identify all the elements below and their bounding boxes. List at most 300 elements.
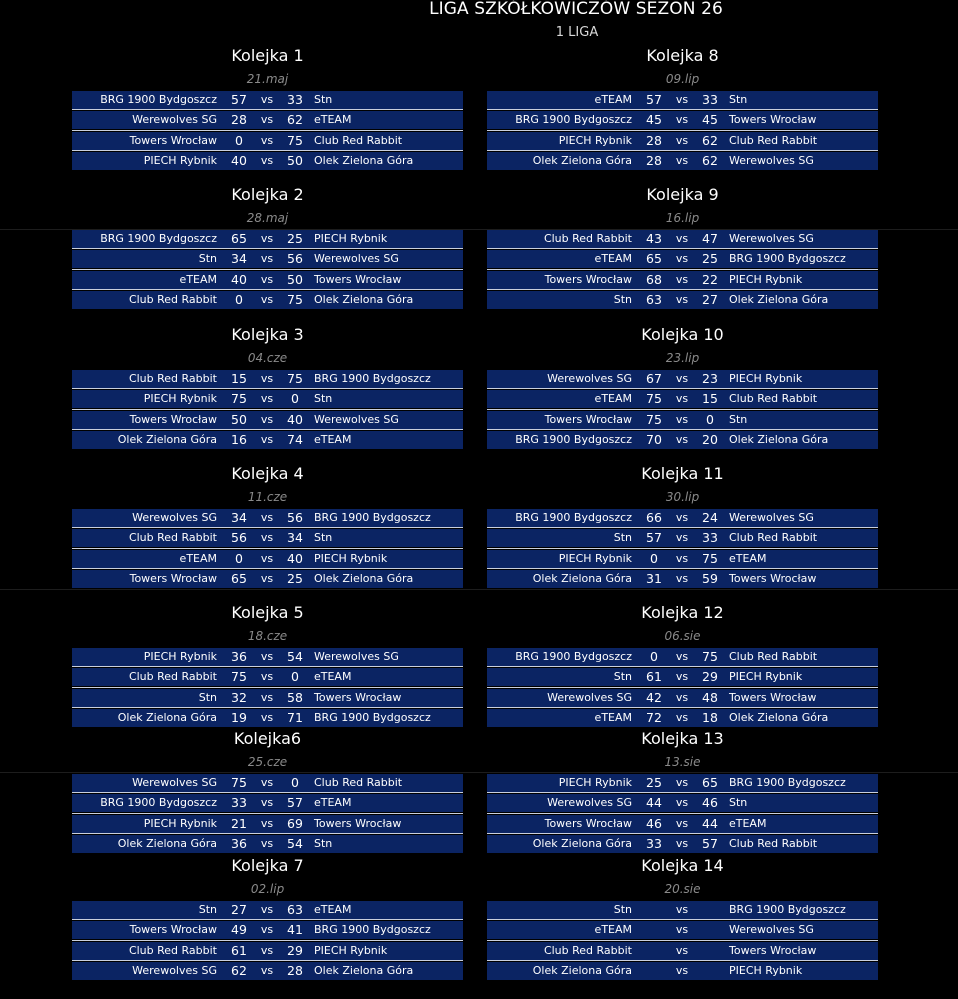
round-date: 04.cze bbox=[247, 351, 288, 365]
away-score: 27 bbox=[702, 292, 718, 308]
match-row bbox=[487, 411, 878, 429]
away-team: Club Red Rabbit bbox=[729, 650, 818, 663]
vs-label: vs bbox=[260, 690, 274, 704]
away-score: 18 bbox=[702, 710, 718, 726]
home-score: 0 bbox=[235, 550, 243, 566]
round-title: Kolejka 12 bbox=[641, 603, 724, 622]
away-score: 71 bbox=[287, 710, 303, 726]
round-title: Kolejka 2 bbox=[231, 185, 304, 204]
home-team: PIECH Rybnik bbox=[143, 392, 217, 406]
vs-label: vs bbox=[260, 776, 274, 789]
away-team: PIECH Rybnik bbox=[729, 964, 803, 978]
match-row bbox=[487, 668, 878, 686]
vs-label: vs bbox=[260, 903, 274, 916]
round-date: 23.lip bbox=[665, 351, 700, 365]
match-row bbox=[487, 689, 878, 707]
home-team: BRG 1900 Bydgoszcz bbox=[100, 796, 217, 810]
away-score: 24 bbox=[702, 510, 718, 525]
home-team: Stn bbox=[198, 252, 217, 266]
vs-label: vs bbox=[675, 923, 689, 937]
match-row bbox=[72, 570, 463, 588]
away-team: eTEAM bbox=[729, 816, 767, 830]
home-score: 57 bbox=[646, 530, 662, 546]
away-team: Stn bbox=[314, 531, 333, 545]
away-score: 23 bbox=[702, 371, 718, 386]
match-row bbox=[487, 901, 878, 919]
home-score: 42 bbox=[646, 689, 662, 705]
away-score: 50 bbox=[287, 271, 303, 287]
vs-label: vs bbox=[675, 903, 689, 916]
away-team: Stn bbox=[729, 796, 748, 810]
away-score: 65 bbox=[702, 775, 718, 790]
home-score: 75 bbox=[646, 391, 662, 407]
away-score: 33 bbox=[702, 530, 718, 546]
away-team: Towers Wrocław bbox=[729, 690, 817, 704]
match-list bbox=[72, 774, 463, 856]
home-team: Club Red Rabbit bbox=[543, 232, 632, 245]
home-score: 56 bbox=[231, 530, 247, 546]
vs-label: vs bbox=[260, 670, 274, 684]
vs-label: vs bbox=[260, 711, 274, 725]
vs-label: vs bbox=[675, 837, 689, 851]
vs-label: vs bbox=[260, 232, 274, 245]
match-row bbox=[487, 370, 878, 388]
match-list bbox=[72, 901, 463, 983]
home-score: 33 bbox=[646, 836, 662, 852]
vs-label: vs bbox=[675, 113, 689, 127]
home-score: 16 bbox=[231, 432, 247, 448]
home-team: Olek Zielona Góra bbox=[532, 964, 632, 978]
vs-label: vs bbox=[675, 372, 689, 385]
match-row bbox=[487, 962, 878, 980]
away-team: Olek Zielona Góra bbox=[314, 293, 414, 307]
home-score: 0 bbox=[235, 292, 243, 308]
vs-label: vs bbox=[675, 232, 689, 245]
home-score: 0 bbox=[650, 550, 658, 566]
away-score: 75 bbox=[287, 292, 303, 308]
round-date: 20.sie bbox=[664, 882, 701, 896]
match-row bbox=[487, 921, 878, 939]
vs-label: vs bbox=[260, 113, 274, 127]
vs-label: vs bbox=[675, 531, 689, 545]
match-row bbox=[487, 709, 878, 727]
round-date: 02.lip bbox=[250, 882, 285, 896]
away-team: BRG 1900 Bydgoszcz bbox=[314, 372, 431, 385]
home-team: Werewolves SG bbox=[547, 690, 632, 704]
away-score: 41 bbox=[287, 922, 303, 938]
away-score: 54 bbox=[287, 836, 303, 852]
match-row bbox=[72, 962, 463, 980]
vs-label: vs bbox=[675, 776, 689, 789]
divider-line bbox=[0, 772, 958, 773]
away-score: 56 bbox=[287, 251, 303, 267]
home-team: BRG 1900 Bydgoszcz bbox=[515, 113, 632, 127]
match-row bbox=[72, 132, 463, 150]
away-team: eTEAM bbox=[729, 551, 767, 565]
home-team: Towers Wrocław bbox=[129, 133, 217, 147]
away-team: Werewolves SG bbox=[314, 650, 399, 663]
home-score: 75 bbox=[231, 669, 247, 685]
home-score: 75 bbox=[646, 411, 662, 427]
vs-label: vs bbox=[260, 964, 274, 978]
away-score: 33 bbox=[702, 92, 718, 107]
away-score: 74 bbox=[287, 432, 303, 448]
home-score: 63 bbox=[646, 292, 662, 308]
match-row bbox=[72, 390, 463, 408]
vs-label: vs bbox=[260, 93, 274, 106]
away-team: BRG 1900 Bydgoszcz bbox=[729, 776, 846, 789]
match-list bbox=[487, 230, 878, 312]
home-team: Werewolves SG bbox=[132, 964, 217, 978]
vs-label: vs bbox=[675, 154, 689, 168]
home-score: 68 bbox=[646, 271, 662, 287]
home-score: 61 bbox=[231, 942, 247, 958]
away-team: Club Red Rabbit bbox=[729, 837, 818, 851]
match-row bbox=[72, 648, 463, 666]
away-team: Stn bbox=[314, 93, 333, 106]
home-team: BRG 1900 Bydgoszcz bbox=[100, 93, 217, 106]
away-score: 69 bbox=[287, 815, 303, 831]
match-row bbox=[487, 570, 878, 588]
away-team: BRG 1900 Bydgoszcz bbox=[729, 903, 846, 916]
vs-label: vs bbox=[260, 293, 274, 307]
vs-label: vs bbox=[675, 511, 689, 524]
home-score: 65 bbox=[231, 571, 247, 587]
round-date: 25.cze bbox=[247, 755, 288, 769]
home-team: Olek Zielona Góra bbox=[532, 572, 632, 586]
vs-label: vs bbox=[260, 372, 274, 385]
home-score: 27 bbox=[231, 902, 247, 917]
away-team: Club Red Rabbit bbox=[314, 133, 403, 147]
match-row bbox=[72, 230, 463, 248]
away-score: 0 bbox=[291, 391, 299, 407]
round-date: 28.maj bbox=[246, 211, 289, 225]
home-team: Stn bbox=[198, 903, 217, 916]
away-score: 56 bbox=[287, 510, 303, 525]
round-title: Kolejka 14 bbox=[641, 856, 724, 875]
home-team: Werewolves SG bbox=[132, 511, 217, 524]
vs-label: vs bbox=[675, 690, 689, 704]
away-score: 62 bbox=[702, 153, 718, 169]
away-team: Stn bbox=[729, 93, 748, 106]
match-list bbox=[72, 370, 463, 452]
away-score: 75 bbox=[702, 649, 718, 664]
vs-label: vs bbox=[675, 964, 689, 978]
home-score: 28 bbox=[646, 153, 662, 169]
away-team: Stn bbox=[314, 837, 333, 851]
home-score: 25 bbox=[646, 775, 662, 790]
away-team: PIECH Rybnik bbox=[729, 372, 803, 385]
round-date: 06.sie bbox=[664, 629, 701, 643]
home-score: 75 bbox=[231, 391, 247, 407]
away-team: Club Red Rabbit bbox=[729, 531, 818, 545]
vs-label: vs bbox=[675, 670, 689, 684]
home-score: 46 bbox=[646, 815, 662, 831]
home-team: PIECH Rybnik bbox=[558, 776, 632, 789]
away-score: 59 bbox=[702, 571, 718, 587]
vs-label: vs bbox=[675, 392, 689, 406]
vs-label: vs bbox=[260, 392, 274, 406]
home-score: 40 bbox=[231, 271, 247, 287]
match-row bbox=[72, 91, 463, 109]
away-team: eTEAM bbox=[314, 113, 352, 127]
round-title: Kolejka 7 bbox=[231, 856, 304, 875]
away-team: eTEAM bbox=[314, 670, 352, 684]
away-team: Olek Zielona Góra bbox=[314, 964, 414, 978]
home-team: BRG 1900 Bydgoszcz bbox=[515, 650, 632, 663]
away-team: Olek Zielona Góra bbox=[314, 154, 414, 168]
match-list bbox=[72, 91, 463, 173]
match-row bbox=[487, 648, 878, 666]
round-title: Kolejka 13 bbox=[641, 729, 724, 748]
away-score: 20 bbox=[702, 432, 718, 448]
home-score: 70 bbox=[646, 432, 662, 448]
match-row bbox=[72, 689, 463, 707]
round-title: Kolejka 1 bbox=[231, 46, 304, 65]
home-team: Towers Wrocław bbox=[544, 412, 632, 426]
home-score: 31 bbox=[646, 571, 662, 587]
round-date: 16.lip bbox=[665, 211, 700, 225]
vs-label: vs bbox=[675, 650, 689, 663]
match-row bbox=[487, 529, 878, 547]
vs-label: vs bbox=[260, 572, 274, 586]
home-team: BRG 1900 Bydgoszcz bbox=[515, 511, 632, 524]
match-row bbox=[72, 271, 463, 289]
away-team: Towers Wrocław bbox=[729, 113, 817, 127]
away-team: eTEAM bbox=[314, 433, 352, 447]
home-team: eTEAM bbox=[594, 252, 632, 266]
away-score: 33 bbox=[287, 92, 303, 107]
away-score: 62 bbox=[702, 132, 718, 148]
vs-label: vs bbox=[675, 796, 689, 810]
home-score: 33 bbox=[231, 795, 247, 811]
home-team: Werewolves SG bbox=[547, 372, 632, 385]
home-team: Olek Zielona Góra bbox=[117, 433, 217, 447]
match-row bbox=[72, 529, 463, 547]
home-score: 65 bbox=[231, 231, 247, 246]
away-score: 75 bbox=[287, 371, 303, 386]
match-row bbox=[487, 91, 878, 109]
home-score: 50 bbox=[231, 411, 247, 427]
away-team: Olek Zielona Góra bbox=[729, 433, 829, 447]
home-team: eTEAM bbox=[594, 923, 632, 937]
home-team: PIECH Rybnik bbox=[558, 551, 632, 565]
match-row bbox=[487, 942, 878, 960]
home-team: PIECH Rybnik bbox=[143, 154, 217, 168]
away-team: PIECH Rybnik bbox=[729, 670, 803, 684]
match-row bbox=[487, 111, 878, 129]
match-list bbox=[487, 91, 878, 173]
away-score: 22 bbox=[702, 271, 718, 287]
home-team: Olek Zielona Góra bbox=[532, 154, 632, 168]
away-team: PIECH Rybnik bbox=[314, 232, 388, 245]
away-score: 58 bbox=[287, 689, 303, 705]
home-team: Towers Wrocław bbox=[544, 816, 632, 830]
away-team: Club Red Rabbit bbox=[729, 133, 818, 147]
vs-label: vs bbox=[675, 433, 689, 447]
match-list bbox=[72, 648, 463, 730]
away-team: Towers Wrocław bbox=[314, 272, 402, 286]
away-score: 34 bbox=[287, 530, 303, 546]
round-date: 30.lip bbox=[665, 490, 700, 504]
home-team: PIECH Rybnik bbox=[143, 650, 217, 663]
away-score: 25 bbox=[287, 571, 303, 587]
away-score: 28 bbox=[287, 963, 303, 979]
home-score: 40 bbox=[231, 153, 247, 169]
away-score: 63 bbox=[287, 902, 303, 917]
away-team: eTEAM bbox=[314, 796, 352, 810]
vs-label: vs bbox=[260, 433, 274, 447]
vs-label: vs bbox=[675, 572, 689, 586]
away-score: 29 bbox=[702, 669, 718, 685]
home-team: Towers Wrocław bbox=[129, 572, 217, 586]
match-row bbox=[487, 250, 878, 268]
away-score: 50 bbox=[287, 153, 303, 169]
home-team: Werewolves SG bbox=[547, 796, 632, 810]
match-row bbox=[72, 668, 463, 686]
away-score: 48 bbox=[702, 689, 718, 705]
away-score: 0 bbox=[291, 775, 299, 790]
match-row bbox=[72, 291, 463, 309]
home-team: eTEAM bbox=[179, 272, 217, 286]
match-list bbox=[487, 370, 878, 452]
vs-label: vs bbox=[260, 551, 274, 565]
home-team: Stn bbox=[613, 531, 632, 545]
home-team: eTEAM bbox=[594, 392, 632, 406]
round-date: 13.sie bbox=[664, 755, 701, 769]
vs-label: vs bbox=[260, 511, 274, 524]
home-score: 61 bbox=[646, 669, 662, 685]
home-score: 0 bbox=[235, 132, 243, 148]
vs-label: vs bbox=[260, 837, 274, 851]
away-score: 57 bbox=[702, 836, 718, 852]
match-row bbox=[72, 921, 463, 939]
home-score: 45 bbox=[646, 112, 662, 128]
home-score: 65 bbox=[646, 251, 662, 267]
away-team: Towers Wrocław bbox=[729, 943, 817, 957]
home-team: Club Red Rabbit bbox=[128, 943, 217, 957]
match-row bbox=[72, 709, 463, 727]
match-row bbox=[72, 509, 463, 527]
home-team: Towers Wrocław bbox=[544, 272, 632, 286]
away-team: BRG 1900 Bydgoszcz bbox=[729, 252, 846, 266]
vs-label: vs bbox=[675, 93, 689, 106]
vs-label: vs bbox=[675, 133, 689, 147]
home-team: Stn bbox=[613, 903, 632, 916]
match-row bbox=[487, 291, 878, 309]
match-row bbox=[487, 390, 878, 408]
vs-label: vs bbox=[675, 711, 689, 725]
away-score: 44 bbox=[702, 815, 718, 831]
match-row bbox=[72, 431, 463, 449]
round-title: Kolejka 8 bbox=[646, 46, 719, 65]
round-title: Kolejka 9 bbox=[646, 185, 719, 204]
round-title: Kolejka 5 bbox=[231, 603, 304, 622]
home-score: 36 bbox=[231, 649, 247, 664]
vs-label: vs bbox=[260, 133, 274, 147]
match-row bbox=[487, 230, 878, 248]
home-score: 28 bbox=[231, 112, 247, 128]
home-team: Werewolves SG bbox=[132, 113, 217, 127]
away-team: BRG 1900 Bydgoszcz bbox=[314, 511, 431, 524]
away-team: Werewolves SG bbox=[729, 923, 814, 937]
away-score: 46 bbox=[702, 795, 718, 811]
away-score: 25 bbox=[287, 231, 303, 246]
round-date: 21.maj bbox=[246, 72, 289, 86]
home-score: 36 bbox=[231, 836, 247, 852]
away-score: 54 bbox=[287, 649, 303, 664]
home-team: Olek Zielona Góra bbox=[532, 837, 632, 851]
away-team: Club Red Rabbit bbox=[314, 776, 403, 789]
round-title: Kolejka 10 bbox=[641, 325, 724, 344]
match-row bbox=[72, 901, 463, 919]
vs-label: vs bbox=[675, 551, 689, 565]
match-row bbox=[487, 550, 878, 568]
away-score: 62 bbox=[287, 112, 303, 128]
match-row bbox=[72, 794, 463, 812]
page-title: LIGA SZKÓŁKOWICZÓW SEZON 26 bbox=[429, 0, 723, 19]
round-title: Kolejka6 bbox=[233, 729, 302, 748]
vs-label: vs bbox=[260, 252, 274, 266]
match-list bbox=[487, 901, 878, 983]
away-score: 45 bbox=[702, 112, 718, 128]
away-team: Werewolves SG bbox=[729, 154, 814, 168]
home-team: Club Red Rabbit bbox=[128, 372, 217, 385]
home-team: Stn bbox=[613, 293, 632, 307]
home-team: eTEAM bbox=[179, 551, 217, 565]
away-score: 40 bbox=[287, 550, 303, 566]
match-row bbox=[72, 111, 463, 129]
home-score: 75 bbox=[231, 775, 247, 790]
vs-label: vs bbox=[675, 252, 689, 266]
home-score: 28 bbox=[646, 132, 662, 148]
away-score: 29 bbox=[287, 942, 303, 958]
home-team: Werewolves SG bbox=[132, 776, 217, 789]
round-title: Kolejka 11 bbox=[641, 464, 724, 483]
match-row bbox=[487, 132, 878, 150]
home-team: BRG 1900 Bydgoszcz bbox=[515, 433, 632, 447]
match-row bbox=[487, 509, 878, 527]
vs-label: vs bbox=[260, 650, 274, 663]
home-score: 66 bbox=[646, 510, 662, 525]
home-score: 43 bbox=[646, 231, 662, 246]
away-team: PIECH Rybnik bbox=[729, 272, 803, 286]
match-row bbox=[487, 431, 878, 449]
round-date: 09.lip bbox=[665, 72, 700, 86]
away-team: BRG 1900 Bydgoszcz bbox=[314, 923, 431, 937]
home-team: eTEAM bbox=[594, 711, 632, 725]
away-team: Stn bbox=[314, 392, 333, 406]
match-row bbox=[72, 250, 463, 268]
away-team: eTEAM bbox=[314, 903, 352, 916]
home-team: PIECH Rybnik bbox=[558, 133, 632, 147]
vs-label: vs bbox=[260, 923, 274, 937]
home-score: 57 bbox=[646, 92, 662, 107]
away-team: BRG 1900 Bydgoszcz bbox=[314, 711, 431, 725]
round-title: Kolejka 4 bbox=[231, 464, 304, 483]
match-list bbox=[72, 230, 463, 312]
away-score: 57 bbox=[287, 795, 303, 811]
away-team: PIECH Rybnik bbox=[314, 551, 388, 565]
away-team: PIECH Rybnik bbox=[314, 943, 388, 957]
away-team: Werewolves SG bbox=[729, 511, 814, 524]
match-row bbox=[72, 550, 463, 568]
home-score: 49 bbox=[231, 922, 247, 938]
away-team: Stn bbox=[729, 412, 748, 426]
home-score: 15 bbox=[231, 371, 247, 386]
away-team: Towers Wrocław bbox=[314, 690, 402, 704]
home-team: PIECH Rybnik bbox=[143, 816, 217, 830]
